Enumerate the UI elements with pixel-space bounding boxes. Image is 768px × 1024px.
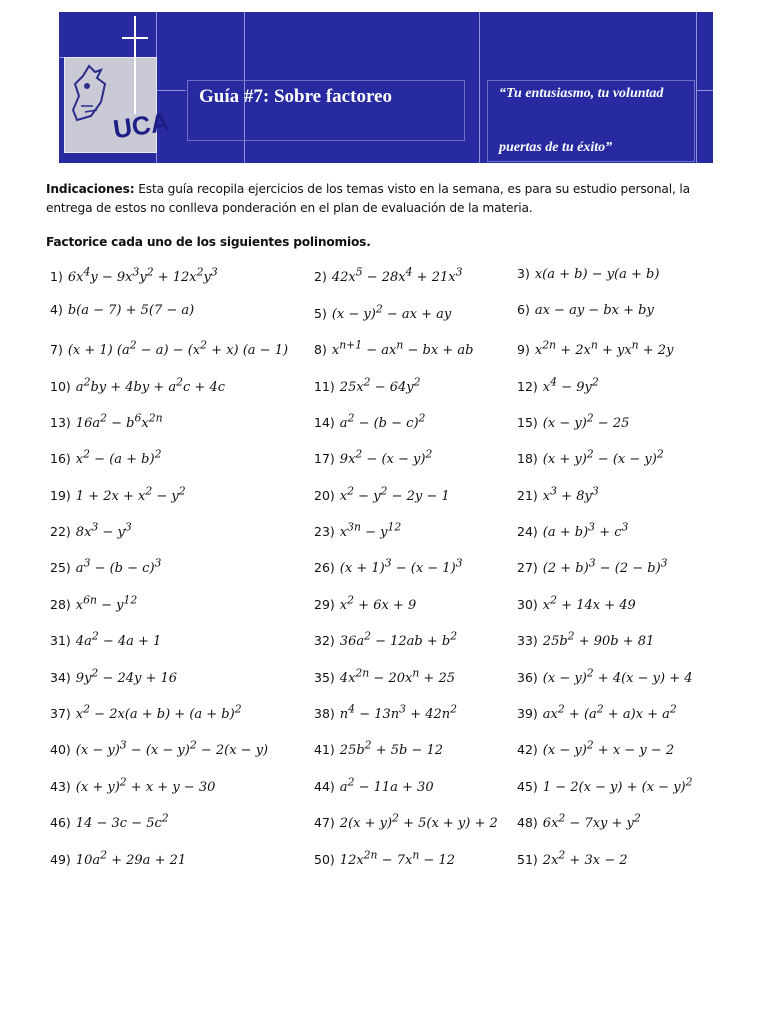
- exercise-expression: $9x^2 - (x - y)^2$: [339, 447, 433, 468]
- exercise-item: [517, 266, 659, 282]
- exercise-row: [50, 521, 750, 557]
- exercise-number: 5): [314, 305, 327, 321]
- exercise-expression: $x^2 + 6x + 9$: [339, 593, 417, 613]
- exercise-number: 30): [517, 596, 538, 612]
- exercise-expression: $25b^2 + 5b - 12$: [339, 739, 444, 759]
- exercise-number: 24): [517, 524, 538, 540]
- exercise-expression: $x^2 - y^2 - 2y - 1$: [339, 484, 450, 504]
- exercise-expression: $a^2 - (b - c)^2$: [339, 411, 426, 431]
- exercise-expression: $(x - y)^2 + 4(x - y) + 4$: [542, 666, 693, 686]
- exercise-item: [314, 739, 443, 758]
- exercise-expression: $(x - y)^2 - 25$: [542, 411, 630, 431]
- exercise-item: [50, 266, 218, 285]
- exercise-number: 42): [517, 742, 538, 758]
- exercise-number: 18): [517, 451, 538, 467]
- exercise-expression: $8x^3 - y^3$: [75, 520, 132, 541]
- exercise-item: [517, 703, 677, 722]
- exercise-item: [314, 412, 425, 431]
- exercise-number: 11): [314, 378, 335, 394]
- exercise-item: [314, 375, 421, 394]
- exercise-number: 33): [517, 633, 538, 649]
- exercise-item: [314, 812, 498, 831]
- exercise-expression: $x^2 - 2x(a + b) + (a + b)^2$: [75, 702, 242, 723]
- exercise-expression: $6x^4y - 9x^3y^2 + 12x^2y^3$: [67, 266, 218, 286]
- exercise-number: 17): [314, 451, 335, 467]
- exercise-item: [50, 739, 268, 758]
- quote-line-2: puertas de tu éxito”: [499, 140, 613, 155]
- exercise-item: [517, 412, 629, 431]
- exercise-item: [314, 630, 457, 649]
- exercise-expression: $2x^2 + 3x - 2$: [542, 848, 628, 868]
- exercise-expression: $x^2 + 14x + 49$: [542, 593, 636, 613]
- exercise-item: [314, 594, 416, 613]
- exercise-item: [517, 484, 599, 503]
- exercise-number: 39): [517, 706, 538, 722]
- exercise-number: 45): [517, 778, 538, 794]
- exercise-number: 41): [314, 742, 335, 758]
- exercise-number: 26): [314, 560, 335, 576]
- exercise-number: 44): [314, 778, 335, 794]
- exercise-number: 25): [50, 560, 71, 576]
- exercise-row: [50, 812, 750, 848]
- exercise-item: [50, 412, 163, 431]
- exercise-expression: $14 - 3c - 5c^2$: [75, 811, 169, 832]
- exercise-row: [50, 302, 750, 338]
- exercise-item: [314, 302, 451, 321]
- exercise-expression: $ax^2 + (a^2 + a)x + a^2$: [542, 702, 677, 723]
- exercise-item: [314, 339, 473, 358]
- exercise-number: 9): [517, 342, 530, 358]
- exercise-expression: $(x - y)^3 - (x - y)^2 - 2(x - y)$: [75, 739, 269, 759]
- exercise-item: [50, 521, 132, 540]
- exercise-item: [517, 848, 628, 867]
- exercise-item: [314, 448, 432, 467]
- exercise-expression: $16a^2 - b^6x^{2n}$: [75, 411, 163, 431]
- indications-text: Esta guía recopila ejercicios de los temas visto en la semana, es para su estudio personal, la entrega de estos no conlleva ponderación en el plan de evaluación de la materia.: [46, 182, 690, 215]
- exercise-number: 38): [314, 706, 335, 722]
- exercise-expression: $x^{n+1} - ax^n$ − bx + ab: [331, 338, 474, 359]
- exercise-number: 34): [50, 669, 71, 685]
- exercise-item: [314, 266, 462, 285]
- exercise-item: [50, 339, 288, 358]
- exercise-item: [50, 448, 161, 467]
- exercise-expression: $(x - y)^2 + x - y - 2$: [542, 739, 675, 759]
- owl-icon: [67, 62, 113, 124]
- exercise-number: 50): [314, 851, 335, 867]
- exercise-expression: (x + 1) $(a^2 - a) - (x^2 + x) (a - 1)$: [67, 338, 289, 359]
- exercise-expression: $x^2 - (a + b)^2$: [75, 447, 162, 468]
- exercise-item: [517, 521, 628, 540]
- exercise-number: 31): [50, 633, 71, 649]
- exercise-number: 6): [517, 302, 530, 318]
- exercise-number: 36): [517, 669, 538, 685]
- page-title: Guía #7: Sobre factoreo: [199, 86, 392, 107]
- exercise-item: [517, 557, 668, 576]
- exercise-row: [50, 412, 750, 448]
- banner-divider: [696, 90, 713, 91]
- exercise-instruction: Factorice cada uno de los siguientes polinomios.: [46, 235, 371, 249]
- exercise-number: 1): [50, 269, 63, 285]
- exercise-row: [50, 339, 750, 375]
- exercise-item: [50, 703, 242, 722]
- exercise-expression: $2(x + y)^2 + 5(x + y) + 2$: [339, 811, 498, 832]
- exercise-row: [50, 775, 750, 811]
- exercise-expression: $(x - y)^2$ − ax + ay: [331, 302, 452, 322]
- exercise-item: [50, 375, 225, 394]
- exercise-expression: $a^3 - (b - c)^3$: [75, 557, 162, 577]
- exercise-item: [50, 848, 186, 867]
- exercise-row: [50, 266, 750, 302]
- exercise-expression: $36a^2 - 12ab + b^2$: [339, 629, 458, 650]
- exercise-row: [50, 448, 750, 484]
- exercise-expression: $4a^2 - 4a + 1$: [75, 629, 162, 650]
- exercise-number: 23): [314, 524, 335, 540]
- exercise-number: 22): [50, 524, 71, 540]
- exercise-expression: $a^2by + 4by + a^2c + 4c$: [75, 375, 226, 395]
- exercise-item: [50, 630, 161, 649]
- exercise-expression: $1 - 2(x - y) + (x - y)^2$: [542, 775, 693, 795]
- exercise-row: [50, 739, 750, 775]
- exercise-expression: $(x + y)^2 + x + y - 30$: [75, 775, 216, 795]
- exercise-item: [517, 448, 664, 467]
- indications-label: Indicaciones:: [46, 182, 135, 196]
- exercise-item: [50, 594, 137, 613]
- exercise-item: [314, 775, 434, 794]
- exercise-number: 27): [517, 560, 538, 576]
- exercise-expression: $x^{3n} - y^{12}$: [339, 520, 402, 541]
- exercise-number: 19): [50, 487, 71, 503]
- exercise-number: 7): [50, 342, 63, 358]
- exercise-number: 29): [314, 596, 335, 612]
- exercise-item: [517, 812, 641, 831]
- exercise-item: [314, 666, 455, 685]
- exercise-number: 13): [50, 414, 71, 430]
- exercise-number: 20): [314, 487, 335, 503]
- exercise-number: 4): [50, 302, 63, 318]
- exercise-expression: $12x^{2n} - 7x^n - 12$: [339, 848, 455, 868]
- exercise-row: [50, 630, 750, 666]
- exercise-expression: $9y^2 - 24y + 16$: [75, 666, 178, 686]
- banner-divider: [156, 90, 186, 91]
- exercise-expression: $6x^2 - 7xy + y^2$: [542, 811, 641, 832]
- exercise-expression: $x^{6n} - y^{12}$: [75, 593, 138, 613]
- exercise-item: [517, 339, 673, 358]
- exercise-number: 32): [314, 633, 335, 649]
- exercise-expression: $a^2 - 11a + 30$: [339, 775, 434, 795]
- exercise-row: [50, 703, 750, 739]
- exercise-expression: $4x^{2n} - 20x^n + 25$: [339, 666, 455, 686]
- exercise-item: [517, 594, 636, 613]
- exercise-expression: $25x^2 - 64y^2$: [339, 375, 421, 395]
- exercise-expression: $x^3 + 8y^3$: [542, 484, 599, 504]
- exercise-item: [517, 375, 599, 394]
- exercise-item: [517, 630, 654, 649]
- exercise-item: [314, 484, 450, 503]
- exercise-number: 40): [50, 742, 71, 758]
- exercise-item: [50, 557, 161, 576]
- exercise-expression: $(a + b)^3 + c^3$: [542, 520, 629, 541]
- exercise-row: [50, 594, 750, 630]
- exercise-expression: ax − ay − bx + by: [534, 303, 654, 319]
- exercise-number: 46): [50, 815, 71, 831]
- exercise-expression: $(2 + b)^3 - (2 - b)^3$: [542, 557, 668, 577]
- exercise-number: 14): [314, 414, 335, 430]
- exercise-item: [517, 739, 674, 758]
- exercise-number: 21): [517, 487, 538, 503]
- exercise-item: [50, 775, 215, 794]
- exercise-item: [517, 666, 693, 685]
- exercise-row: [50, 848, 750, 884]
- exercise-list: [50, 266, 750, 885]
- exercise-row: [50, 666, 750, 702]
- exercise-number: 10): [50, 378, 71, 394]
- exercise-number: 16): [50, 451, 71, 467]
- exercise-item: [314, 521, 401, 540]
- exercise-number: 12): [517, 378, 538, 394]
- exercise-expression: $x^4 - 9y^2$: [542, 375, 599, 395]
- exercise-row: [50, 557, 750, 593]
- exercise-number: 48): [517, 815, 538, 831]
- exercise-expression: x(a + b) − y(a + b): [534, 267, 660, 282]
- exercise-expression: $(x + 1)^3 - (x - 1)^3$: [339, 557, 463, 577]
- exercise-expression: $x^{2n} + 2x^n + yx^n + 2y$: [534, 338, 674, 359]
- exercise-number: 35): [314, 669, 335, 685]
- exercise-number: 15): [517, 414, 538, 430]
- exercise-item: [50, 484, 186, 503]
- indications-paragraph: [46, 180, 730, 218]
- exercise-expression: $10a^2 + 29a + 21$: [75, 848, 187, 868]
- exercise-row: [50, 484, 750, 520]
- exercise-number: 28): [50, 596, 71, 612]
- cross-icon: [120, 16, 150, 114]
- exercise-expression: $n^4 - 13n^3 + 42n^2$: [339, 702, 457, 723]
- exercise-number: 37): [50, 706, 71, 722]
- banner-divider: [479, 12, 480, 163]
- exercise-item: [50, 812, 169, 831]
- banner-divider: [696, 12, 697, 163]
- exercise-number: 3): [517, 266, 530, 281]
- exercise-expression: $(x + y)^2 - (x - y)^2$: [542, 447, 664, 468]
- exercise-row: [50, 375, 750, 411]
- header-banner: [59, 12, 713, 163]
- exercise-number: 51): [517, 851, 538, 867]
- exercise-item: [314, 703, 457, 722]
- exercise-number: 2): [314, 269, 327, 285]
- exercise-expression: $1 + 2x + x^2 - y^2$: [75, 484, 186, 504]
- exercise-number: 43): [50, 778, 71, 794]
- exercise-number: 47): [314, 815, 335, 831]
- exercise-expression: $42x^5 - 28x^4 + 21x^3$: [331, 266, 463, 286]
- exercise-item: [50, 666, 177, 685]
- exercise-item: [314, 848, 455, 867]
- exercise-item: [314, 557, 463, 576]
- quote-line-1: “Tu entusiasmo, tu voluntad: [499, 86, 664, 101]
- exercise-item: [517, 302, 654, 318]
- exercise-expression: b(a − 7) + 5(7 − a): [67, 303, 195, 319]
- logo-text: UCA: [111, 106, 172, 145]
- exercise-expression: $25b^2 + 90b + 81$: [542, 629, 655, 650]
- exercise-item: [517, 775, 693, 794]
- exercise-number: 8): [314, 342, 327, 358]
- exercise-item: [50, 302, 194, 318]
- exercise-number: 49): [50, 851, 71, 867]
